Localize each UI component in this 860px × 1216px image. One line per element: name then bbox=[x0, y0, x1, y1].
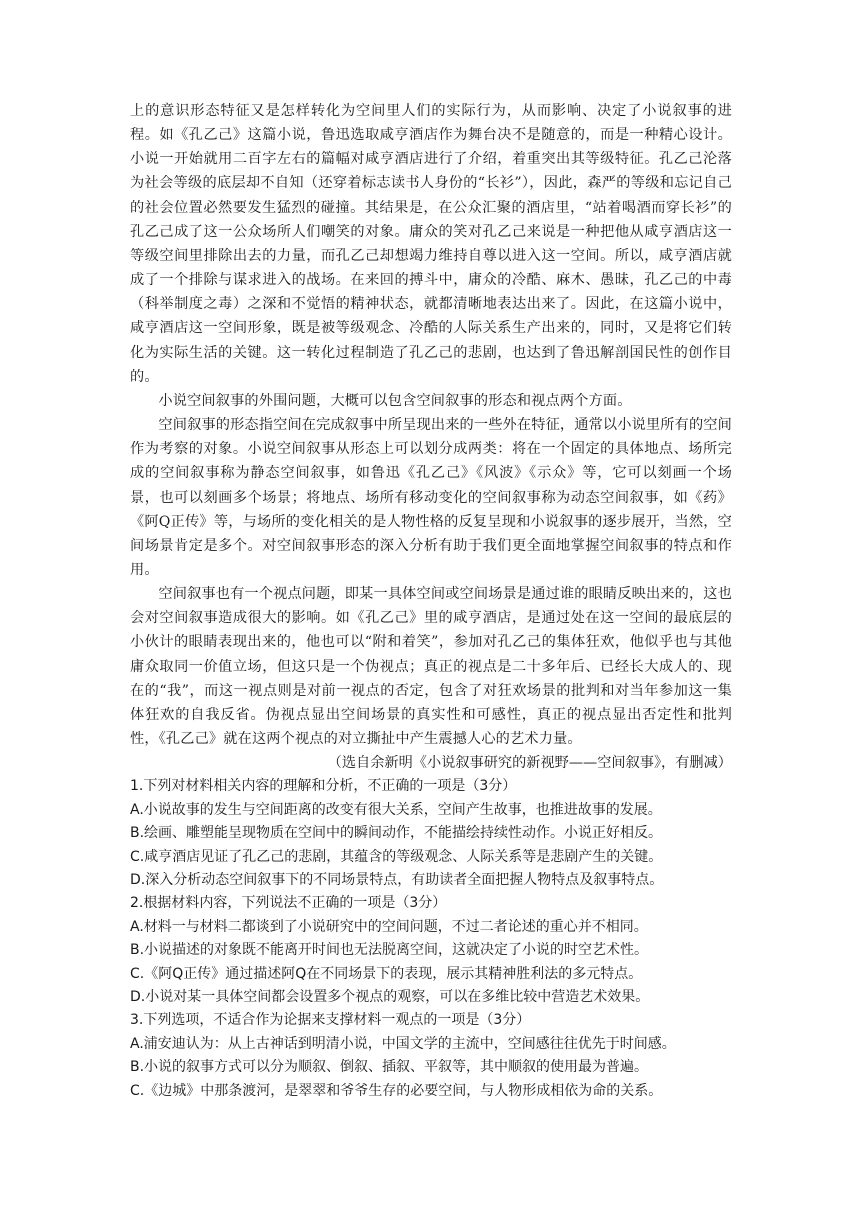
passage-source-citation: （选自余新明《小说叙事研究的新视野——空间叙事》，有删减） bbox=[327, 755, 732, 772]
option-d: D.深入分析动态空间叙事下的不同场景特点，有助读者全面把握人物特点及叙事特点。 bbox=[130, 872, 664, 888]
reading-passage bbox=[130, 99, 732, 751]
option-c: C.《阿Q正传》通过描述阿Q在不同场景下的表现，展示其精神胜利法的多元特点。 bbox=[130, 965, 643, 982]
option-a: A.材料一与材料二都谈到了小说研究中的空间问题，不过二者论述的重心并不相同。 bbox=[130, 918, 648, 935]
question-stem: 2.根据材料内容，下列说法不正确的一项是（3分） bbox=[130, 895, 447, 912]
question-stem: 1.下列对材料相关内容的理解和分析，不正确的一项是（3分） bbox=[130, 778, 517, 795]
question-1 bbox=[130, 775, 732, 892]
option-b: B.绘画、雕塑能呈现物质在空间中的瞬间动作，不能描绘持续性动作。小说正好相反。 bbox=[130, 825, 663, 842]
passage-paragraph-3: 空间叙事的形态指空间在完成叙事中所呈现出来的一些外在特征，通常以小说里所有的空间作为考察的对象。小说空间叙事从形态上可以划分成两类：将在一个固定的具体地点、场所完成的空间叙事称为静态空间叙事，如鲁迅《孔乙己》《风波》《示众》等，它可以刻画一个场景，也可以刻画多个场景；将地点、场所有移动变化的空间叙事称为动态空间叙事，如《药》《阿Q正传》等，与场所的变化相关的是人物性格的反复呈现和小说叙事的逐步展开，当然，空间场景肯定是多个。对空间叙事形态的深入分析有助于我们更全面地掌握空间叙事的特点和作用。 bbox=[130, 417, 732, 578]
option-b: B.小说的叙事方式可以分为顺叙、倒叙、插叙、平叙等，其中顺叙的使用最为普遍。 bbox=[130, 1059, 649, 1076]
passage-paragraph-4: 空间叙事也有一个视点问题，即某一具体空间或空间场景是通过谁的眼睛反映出来的，这也会对空间叙事造成很大的影响。如《孔乙己》里的咸亨酒店，是通过处在这一空间的最底层的小伙计的眼睛表现出来的，他也可以“附和着笑”，参加对孔乙己的集体狂欢，他似乎也与其他庸众取同一价值立场，但这只是一个伪视点；真正的视点是二十多年后、已经长大成人的、现在的“我”，而这一视点则是对前一视点的否定，包含了对狂欢场景的批判和对当年参加这一集体狂欢的自我反省。伪视点显出空间场景的真实性和可感性，真正的视点显出否定性和批判性，《孔乙己》就在这两个视点的对立撕扯中产生震撼人心的艺术力量。 bbox=[130, 586, 732, 748]
option-a: A.浦安迪认为：从上古神话到明清小说，中国文学的主流中，空间感往往优先于时间感。 bbox=[130, 1035, 676, 1052]
option-c: C.《边城》中那条渡河，是翠翠和爷爷生存的必要空间，与人物形成相依为命的关系。 bbox=[130, 1082, 663, 1099]
passage-paragraph-1: 上的意识形态特征又是怎样转化为空间里人们的实际行为，从而影响、决定了小说叙事的进程。如《孔乙己》这篇小说，鲁迅选取咸亨酒店作为舞台决不是随意的，而是一种精心设计。小说一开始就用二百字左右的篇幅对咸亨酒店进行了介绍，着重突出其等级特征。孔乙己沦落为社会等级的底层却不自知（还穿着标志读书人身份的“长衫”），因此，森严的等级和忘记自己的社会位置必然要发生猛烈的碰撞。其结果是，在公众汇聚的酒店里，“站着喝酒而穿长衫”的孔乙己成了这一公众场所人们嘲笑的对象。庸众的笑对孔乙己来说是一种把他从咸亨酒店这一等级空间里排除出去的力量，而孔乙己却想竭力维持自尊以进入这一空间。所以，咸亨酒店就成了一个排除与谋求进入的战场。在来回的搏斗中，庸众的冷酷、麻木、愚昧，孔乙己的中毒（科举制度之毒）之深和不觉悟的精神状态，就都清晰地表达出来了。因此，在这篇小说中，咸亨酒店这一空间形象，既是被等级观念、冷酷的人际关系生产出来的，同时，又是将它们转化为实际生活的关键。这一转化过程制造了孔乙己的悲剧，也达到了鲁迅解剖国民性的创作目的。 bbox=[130, 103, 732, 385]
question-list bbox=[130, 775, 732, 1103]
option-b: B.小说描述的对象既不能离开时间也无法脱离空间，这就决定了小说的时空艺术性。 bbox=[130, 942, 649, 959]
exam-page bbox=[130, 99, 732, 1103]
question-2 bbox=[130, 892, 732, 1009]
passage-paragraph-2: 小说空间叙事的外围问题，大概可以包含空间叙事的形态和视点两个方面。 bbox=[158, 392, 632, 409]
option-a: A.小说故事的发生与空间距离的改变有很大关系，空间产生故事，也推进故事的发展。 bbox=[130, 801, 662, 818]
option-c: C.咸亨酒店见证了孔乙己的悲剧，其蕴含的等级观念、人际关系等是悲剧产生的关键。 bbox=[130, 848, 663, 865]
question-stem: 3.下列选项，不适合作为论据来支撑材料一观点的一项是（3分） bbox=[130, 1012, 531, 1029]
option-d: D.小说对某一具体空间都会设置多个视点的观察，可以在多维比较中营造艺术效果。 bbox=[130, 989, 650, 1006]
question-3 bbox=[130, 1009, 732, 1103]
